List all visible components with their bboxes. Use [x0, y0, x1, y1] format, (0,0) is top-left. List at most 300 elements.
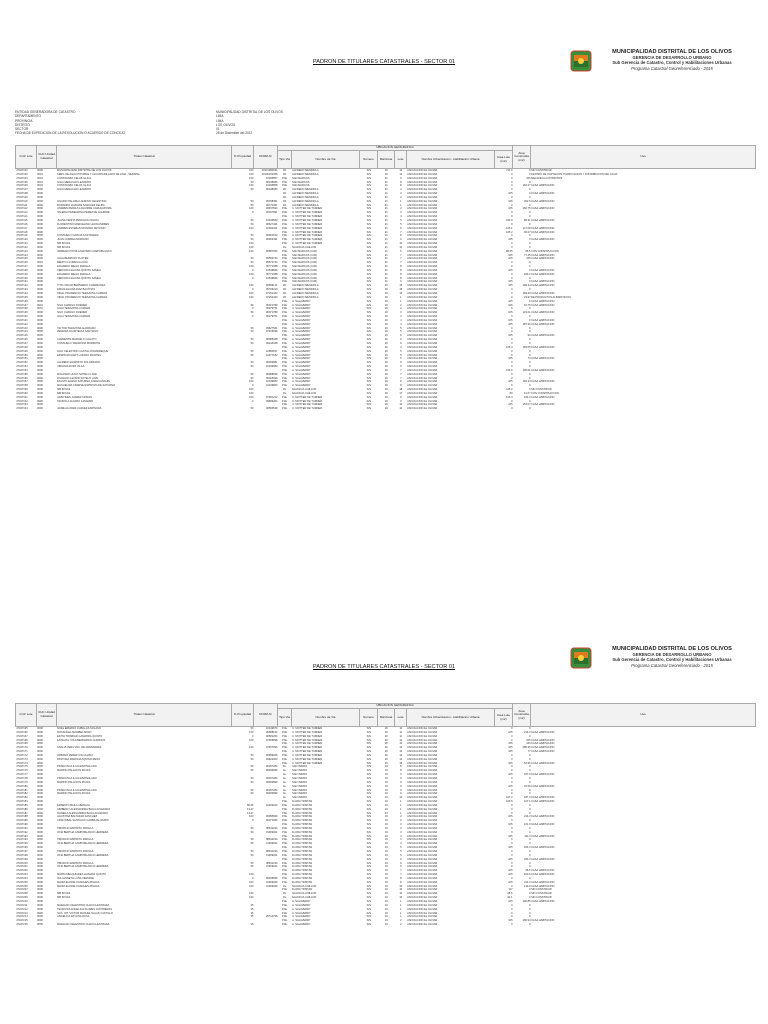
cell-uso: CASA HABITACION	[531, 280, 555, 284]
cell-nombre-via: SAN MARCOS	[292, 184, 310, 188]
cell-pct-propiedad: 50	[250, 753, 254, 757]
cell-uso: CASA HABITACION	[531, 272, 555, 276]
cell-titular: VIRGINIA RUIDI VILCA	[57, 365, 85, 369]
cell-cuc-lote: 47437122	[16, 245, 28, 249]
cell-area-construida: 0	[529, 353, 531, 357]
cell-cuc-unidad: 0000	[37, 395, 43, 399]
cell-cuc-unidad: 0000	[37, 230, 43, 234]
cell-pct-propiedad: 0	[252, 276, 254, 280]
cell-nombre-via: SAN MARCOS (CJR)	[292, 276, 318, 280]
cell-titular: ILILIA MENACHO LEANDRO	[57, 188, 91, 192]
cell-lote: 6	[400, 226, 402, 230]
entity-label: DISTRITO	[15, 122, 30, 127]
document-page-2	[0, 642, 768, 1024]
cell-area-lote: 105	[508, 880, 513, 884]
cell-lote: 14	[399, 757, 403, 761]
cell-manzana: 19	[384, 850, 388, 853]
cell-area-construida: 0	[529, 842, 531, 846]
cell-area-construida: 214.3	[524, 815, 531, 819]
cell-nombre-via: SAN ISIDRO	[292, 769, 308, 773]
cell-dni-ruc: 07251443	[265, 295, 278, 299]
cell-cuc-lote: 47437106	[16, 184, 28, 188]
cell-cuc-unidad: 0000	[37, 353, 43, 357]
cell-lote: 2	[400, 195, 402, 199]
cell-uso: CASA HABITACION	[531, 834, 555, 838]
cell-manzana: 20	[384, 365, 388, 369]
cell-dni-ruc: 06771388	[265, 265, 278, 269]
cell-area-construida: 0	[529, 769, 531, 773]
cell-area-construida: 0	[529, 307, 531, 311]
cell-pct-propiedad: 100	[249, 284, 254, 288]
cell-numero: S/N	[366, 315, 371, 319]
cell-pct-propiedad: 50	[250, 326, 254, 330]
cell-cuc-unidad: 0000	[37, 326, 43, 330]
col-header: % Propiedad	[232, 146, 254, 169]
cell-cuc-unidad: 0000	[37, 765, 43, 769]
cell-nombre-via: SAN MARCOS (CJR)	[292, 249, 318, 253]
cell-uso: CASA HABITACION	[531, 334, 555, 338]
cell-dni-ruc: 06279751	[265, 315, 278, 319]
cell-lote: 2	[400, 923, 402, 927]
cell-nombre-via: ALFREDO MENDIOLA	[292, 192, 319, 196]
cell-nombre-via: SAN ISIDRO	[292, 773, 308, 777]
cell-urbanizacion: ASOCIACION EL OLIVAR	[407, 823, 438, 827]
cell-tipo-via: PJE.	[282, 361, 288, 365]
cell-nombre-via: A. SALAVERRY	[292, 903, 311, 907]
cell-dni-ruc: 06071966	[265, 819, 278, 823]
cell-lote: 8	[400, 184, 402, 188]
page-header	[0, 0, 768, 80]
cell-pct-propiedad: 50	[250, 203, 254, 207]
cell-cuc-unidad: 0000	[37, 234, 43, 238]
cell-area-construida: 283.29	[522, 292, 531, 295]
cell-dni-ruc: 06039081	[265, 361, 278, 365]
cell-urbanizacion: ASOCIACION EL OLIVAR	[407, 915, 438, 919]
cell-numero: S/N	[366, 388, 371, 392]
col-header: Uso	[531, 146, 756, 169]
cell-urbanizacion: ASOCIACION EL OLIVAR	[407, 800, 438, 804]
cell-area-construida: 0	[529, 215, 531, 219]
cell-tipo-via: PJE.	[282, 353, 288, 357]
cell-manzana: 21	[384, 199, 388, 203]
municipality-name: MUNICIPALIDAD DISTRITAL DE LOS OLIVOS	[612, 49, 732, 55]
cell-lote: 4	[400, 838, 402, 842]
cell-manzana: 20	[384, 315, 388, 319]
cell-cuc-lote: 47437205	[16, 880, 28, 884]
cell-numero: S/N	[366, 911, 371, 915]
cell-tipo-via: PJE.	[282, 757, 288, 761]
cell-area-construida: 0	[529, 203, 531, 207]
cell-uso: CASA HABITACION	[531, 884, 555, 888]
cell-area-lote: 106.9	[506, 218, 513, 222]
cell-tipo-via: PJE.	[282, 923, 288, 927]
cell-lote: 1	[400, 907, 402, 911]
cell-cuc-unidad: 0001	[37, 172, 43, 176]
cell-lote: 1	[400, 800, 402, 804]
cell-cuc-lote: 47437120	[16, 238, 28, 242]
cell-numero: S/N	[366, 292, 371, 295]
cell-area-construida: 202.5	[524, 199, 531, 203]
cell-numero: S/N	[366, 873, 371, 877]
cell-urbanizacion: ASOCIACION EL OLIVAR	[407, 292, 438, 295]
cell-dni-ruc: 06988090	[265, 372, 278, 376]
cell-titular: JAIME ALCIDES CHAVEZ ESPINOZA	[57, 407, 102, 411]
cell-tipo-via: AL.	[282, 765, 287, 769]
cell-numero: S/N	[366, 842, 371, 846]
cell-titular: VIDAL PRUDENCIO TERAZONA CAMARA	[57, 295, 108, 299]
cell-cuc-unidad: 0000	[37, 245, 43, 249]
cell-dni-ruc: 06951514	[265, 234, 278, 238]
cell-numero: S/N	[366, 365, 371, 369]
cell-uso: CASA HABITACION	[531, 357, 555, 361]
cell-area-lote: 105	[508, 846, 513, 850]
entity-value: 28 de Diciembre del 2012	[216, 131, 253, 136]
cell-cuc-unidad: 0000	[37, 288, 43, 292]
cell-cuc-unidad: 0000	[37, 834, 43, 838]
cell-cuc-unidad: 0000	[37, 880, 43, 884]
cell-uso: CASA HABITACION	[531, 880, 555, 884]
cell-pct-propiedad: 100	[249, 265, 254, 269]
cell-pct-propiedad: 0	[252, 876, 254, 880]
cell-tipo-via: PJE.	[282, 372, 288, 376]
cell-cuc-unidad: 0000	[37, 276, 43, 280]
cell-area-lote: 0	[511, 272, 513, 276]
cell-area-lote: 107.2	[506, 796, 513, 800]
cell-dni-ruc: 10349863	[265, 380, 278, 384]
cell-nombre-via: SAN MARCOS (CJR)	[292, 272, 318, 276]
cell-area-construida: 286.35	[522, 746, 531, 750]
cell-tipo-via: PJE.	[282, 407, 288, 411]
cell-urbanizacion: ASOCIACION EL OLIVAR	[407, 888, 438, 892]
cell-area-construida: 0	[529, 299, 531, 303]
cell-urbanizacion: ASOCIACION EL OLIVAR	[407, 207, 438, 211]
col-header: Area Lote (m2)	[495, 709, 513, 727]
cell-area-lote: 0	[511, 315, 513, 319]
cell-area-lote: 105	[508, 873, 513, 877]
cell-numero: S/N	[366, 284, 371, 288]
cell-area-lote: 0	[511, 884, 513, 888]
cell-area-construida: 0	[529, 830, 531, 834]
cell-lote: 9	[400, 780, 402, 784]
cell-area-lote: 711.0	[506, 169, 513, 172]
cell-tipo-via: PJE.	[282, 280, 288, 284]
cell-urbanizacion: ASOCIACION EL OLIVAR	[407, 742, 438, 746]
cell-numero: S/N	[366, 761, 371, 765]
cell-numero: S/N	[366, 357, 371, 361]
cell-area-lote: 105	[508, 303, 513, 307]
cell-manzana: 21	[384, 222, 388, 226]
cell-numero: S/N	[366, 730, 371, 734]
col-header: Area Construida (m2)	[513, 704, 531, 727]
cell-uso: CASA HABITACION	[531, 284, 555, 288]
cell-cuc-unidad: 0000	[37, 272, 43, 276]
cell-dni-ruc: 10149673	[265, 727, 278, 730]
cell-urbanizacion: ASOCIACION EL OLIVAR	[407, 226, 438, 230]
cell-dni-ruc: 10477182	[265, 353, 278, 357]
cell-urbanizacion: ASOCIACION EL OLIVAR	[407, 376, 438, 380]
cell-manzana: 19	[384, 811, 388, 815]
cell-cuc-unidad: 0000	[37, 268, 43, 272]
cell-manzana: 21	[384, 176, 388, 180]
cell-area-construida: 133.9	[524, 884, 531, 888]
cell-area-lote: 0	[511, 353, 513, 357]
cell-numero: S/N	[366, 261, 371, 265]
cell-numero: S/N	[366, 265, 371, 269]
cell-area-construida: 167.9	[524, 773, 531, 777]
cell-cuc-lote: 47437165	[16, 727, 28, 730]
cell-urbanizacion: ASOCIACION EL OLIVAR	[407, 830, 438, 834]
cell-area-construida: 214.3	[524, 730, 531, 734]
cell-area-lote: 0	[511, 911, 513, 915]
cell-cuc-lote: 47437140	[16, 315, 28, 319]
cell-cuc-lote: 47437154	[16, 368, 28, 372]
cell-uso: MECANICA AUTOMOTRIZ	[531, 176, 563, 180]
cell-cuc-lote: 47437110	[16, 199, 28, 203]
cell-numero: S/N	[366, 368, 371, 372]
cell-manzana: 20	[384, 361, 388, 365]
cell-cuc-unidad: 0000	[37, 742, 43, 746]
cell-urbanizacion: ASOCIACION EL OLIVAR	[407, 776, 438, 780]
cell-area-construida: 0	[529, 388, 531, 392]
cell-nombre-via: A. SALAVERRY	[292, 911, 311, 915]
cell-area-lote: 109.5	[506, 800, 513, 804]
cell-numero: S/N	[366, 888, 371, 892]
cell-numero: S/N	[366, 215, 371, 219]
cell-area-construida: 0	[529, 850, 531, 853]
cell-cuc-lote: 47437209	[16, 896, 28, 900]
cell-lote: 16	[399, 292, 403, 295]
cell-lote: 8	[400, 234, 402, 238]
cell-nombre-via: FLORA TRISTAN	[292, 838, 313, 842]
cell-numero: S/N	[366, 303, 371, 307]
cell-uso: CASA HABITACION	[531, 815, 555, 819]
col-header: Nombre de Via	[292, 151, 360, 169]
cell-nombre-via: NAUCICIA CHILLON	[292, 892, 317, 896]
programa-label: Programa Catastral Georeferenciado - 2015	[631, 662, 713, 668]
cell-area-lote: 0	[511, 826, 513, 830]
cell-area-lote: 0	[511, 292, 513, 295]
cell-uso: CASA HABITACION	[531, 796, 555, 800]
cell-tipo-via: AV.	[282, 892, 287, 896]
cell-titular: EDUARDO DIEGO PADILLA	[57, 272, 91, 276]
cell-lote: 18	[399, 388, 403, 392]
cell-area-construida: 0	[529, 865, 531, 869]
cell-area-construida: 299.34	[522, 284, 531, 288]
cell-lote: 14	[399, 750, 403, 754]
cell-lote: 10	[399, 896, 403, 900]
cell-area-lote: 0	[511, 803, 513, 807]
cell-urbanizacion: ASOCIACION EL OLIVAR	[407, 846, 438, 850]
cell-urbanizacion: ASOCIACION EL OLIVAR	[407, 307, 438, 311]
cell-cuc-unidad: 0000	[37, 361, 43, 365]
cell-uso: CASA HABITACION	[531, 746, 555, 750]
cell-titular: KIMBERLY ALESSANDRA BAILA ALVARADO	[57, 807, 111, 811]
cell-tipo-via: AL.	[282, 769, 287, 773]
cell-nombre-via: C. MOTTER DE TURNER	[292, 234, 323, 238]
cell-titular: MAFALDO CELESTINO CHAUCA ESTRADA	[57, 903, 110, 907]
cell-dni-ruc: 10329013	[265, 803, 278, 807]
cell-manzana: 21	[384, 257, 388, 261]
cell-manzana: 21	[384, 188, 388, 192]
cell-nombre-via: SAN ISIDRO	[292, 784, 308, 788]
cell-tipo-via: PJE.	[282, 311, 288, 315]
cell-manzana: 19	[384, 830, 388, 834]
cell-tipo-via: PJE.	[282, 403, 288, 407]
cell-area-construida: 0	[529, 407, 531, 411]
cell-titular: EDITH TRINIDAD GAMARRA QUINTO	[57, 734, 103, 738]
cell-uso: CENTRO DE CAPTACION, PURIFICACION Y DISTRIBUCION DEL AGUA	[531, 172, 618, 176]
cell-numero: S/N	[366, 903, 371, 907]
cell-lote: 5	[400, 846, 402, 850]
cell-lote: 7	[400, 368, 402, 372]
cell-nombre-via: SAN MARCOS (CJR)	[292, 257, 318, 261]
cell-nombre-via: FLORA TRISTAN	[292, 800, 313, 804]
cell-cuc-unidad: 0000	[37, 788, 43, 792]
cell-titular: MB INVIAS	[57, 391, 71, 395]
cell-area-construida: 0	[529, 261, 531, 265]
cell-manzana: 20	[384, 372, 388, 376]
cell-nombre-via: C. MOTTER DE TURNER	[292, 727, 323, 730]
cell-manzana: 19	[384, 853, 388, 857]
cell-tipo-via: PJE.	[282, 399, 288, 403]
cell-tipo-via: PJE.	[282, 303, 288, 307]
cell-cuc-unidad: 0000	[37, 780, 43, 784]
cell-manzana: 19	[384, 896, 388, 900]
cell-urbanizacion: ASOCIACION EL OLIVAR	[407, 341, 438, 345]
cell-uso: SIN CONSTRUIR	[531, 888, 552, 892]
cell-tipo-via: PJE.	[282, 265, 288, 269]
cell-lote: 4	[400, 834, 402, 838]
cell-cuc-unidad: 0000	[37, 380, 43, 384]
cell-cuc-lote: 47437132	[16, 284, 28, 288]
cell-titular: PASTORA RAMONA AQUINO REGO	[57, 757, 101, 761]
cell-pct-propiedad: 25	[250, 923, 254, 927]
cell-uso: CASA HABITACION	[531, 226, 555, 230]
cell-titular: JUAN CORREA MORIANO	[57, 238, 89, 242]
cell-cuc-unidad: 0000	[37, 842, 43, 846]
cell-numero: S/N	[366, 865, 371, 869]
cell-nombre-via: NAUCICIA CHILLON	[292, 245, 317, 249]
cell-titular: CRISTOBAL SANTIAGO CARBAJAL RUBIO	[57, 819, 109, 823]
cell-area-construida: 161.9	[524, 823, 531, 827]
cell-tipo-via: JR.	[282, 295, 287, 299]
cell-cuc-lote: 47437123	[16, 249, 28, 253]
cell-urbanizacion: ASOCIACION EL OLIVAR	[407, 850, 438, 853]
cell-uso	[531, 923, 756, 927]
cell-numero: S/N	[366, 299, 371, 303]
cell-area-lote: 0	[511, 261, 513, 265]
cell-numero: S/N	[366, 372, 371, 376]
cell-tipo-via: PJE.	[282, 750, 288, 754]
cell-tipo-via: PJE.	[282, 357, 288, 361]
cell-area-construida: 0	[529, 288, 531, 292]
cell-cuc-lote: 47437193	[16, 834, 28, 838]
cell-dni-ruc: 09572744	[265, 261, 278, 265]
cell-manzana: 19	[384, 876, 388, 880]
cell-urbanizacion: ASOCIACION EL OLIVAR	[407, 334, 438, 338]
cell-titular: JUANA VENITA PENCHAN OCHOA	[57, 218, 99, 222]
cell-urbanizacion: ASOCIACION EL OLIVAR	[407, 788, 438, 792]
cell-urbanizacion: ASOCIACION EL OLIVAR	[407, 276, 438, 280]
cell-uso: CASA HABITACION	[531, 730, 555, 734]
cell-urbanizacion: ASOCIACION EL OLIVAR	[407, 807, 438, 811]
cell-area-construida: 0	[529, 923, 531, 927]
cell-dni-ruc: 06071789	[265, 311, 278, 315]
cell-numero: S/N	[366, 272, 371, 276]
cell-numero: S/N	[366, 788, 371, 792]
cell-tipo-via: AL.	[282, 796, 287, 800]
cell-urbanizacion: ASOCIACION EL OLIVAR	[407, 923, 438, 927]
cell-nombre-via: A. SALAVERRY	[292, 923, 311, 927]
cell-tipo-via: AL.	[282, 788, 287, 792]
cell-urbanizacion: ASOCIACION EL OLIVAR	[407, 734, 438, 738]
cell-cuc-lote: 47437189	[16, 819, 28, 823]
cell-lote: 6	[400, 857, 402, 861]
cell-urbanizacion: ASOCIACION EL OLIVAR	[407, 365, 438, 369]
cell-numero: S/N	[366, 746, 371, 750]
cell-area-construida: 0	[529, 792, 531, 796]
cell-cuc-unidad: 0000	[37, 334, 43, 338]
group-header: UBICACION GEOGRAFICA	[278, 704, 513, 709]
cell-pct-propiedad: 100	[249, 388, 254, 392]
col-header: Numero	[360, 151, 378, 169]
cell-tipo-via: PJE.	[282, 299, 288, 303]
cell-area-construida: 46.56	[524, 784, 531, 788]
cell-manzana: 20	[384, 303, 388, 307]
cell-dni-ruc: 06770491	[265, 203, 278, 207]
cell-pct-propiedad: 100	[249, 896, 254, 900]
cell-numero: S/N	[366, 919, 371, 923]
cell-lote: 6	[400, 341, 402, 345]
cell-uso: CASA HABITACION	[531, 899, 555, 903]
col-header: CUC Lote	[16, 146, 37, 169]
cell-cuc-lote: 47437124	[16, 253, 28, 257]
cell-cuc-lote: 47437161	[16, 395, 28, 399]
cell-numero: S/N	[366, 757, 371, 761]
cell-titular: CONSTANZO CELAS ILLICA	[57, 176, 92, 180]
cell-area-lote: 98.25	[506, 249, 513, 253]
cell-cuc-unidad: 0000	[37, 865, 43, 869]
cell-uso: CASA HABITACION	[531, 311, 555, 315]
cell-cuc-unidad: 0000	[37, 195, 43, 199]
cell-pct-propiedad: 25	[250, 903, 254, 907]
cell-nombre-via: ALFREDO MENDIOLA	[292, 195, 319, 199]
cell-area-lote: 0	[511, 399, 513, 403]
cell-cuc-unidad: 0000	[37, 861, 43, 865]
cell-lote: 7	[400, 230, 402, 234]
cell-cuc-unidad: 0000	[37, 399, 43, 403]
cell-manzana: 19	[384, 903, 388, 907]
cell-titular: OFIA BERTHA CAMPOBLANCO HERRERA	[57, 865, 109, 869]
cell-cuc-lote: 47437108	[16, 192, 28, 196]
cell-lote: 10	[399, 888, 403, 892]
cell-titular: ILILIA TERAZONA CAMARA	[57, 315, 91, 319]
cell-area-construida: 0	[529, 838, 531, 842]
cell-cuc-lote: 47437185	[16, 803, 28, 807]
cell-numero: S/N	[366, 253, 371, 257]
cell-dni-ruc: 31909029	[265, 884, 278, 888]
cell-manzana: 20	[384, 311, 388, 315]
cell-pct-propiedad: 50	[250, 330, 254, 334]
cell-manzana: 19	[384, 915, 388, 919]
col-header: % Propiedad	[232, 704, 254, 727]
cell-nombre-via: C. MOTTER DE TURNER	[292, 407, 323, 411]
cell-dni-ruc: 06588154	[265, 730, 278, 734]
cell-nombre-via: A. SALAVERRY	[292, 334, 311, 338]
cell-tipo-via: JR.	[282, 284, 287, 288]
cell-dni-ruc: 20100152356	[261, 172, 278, 176]
cell-manzana: 19	[384, 815, 388, 819]
